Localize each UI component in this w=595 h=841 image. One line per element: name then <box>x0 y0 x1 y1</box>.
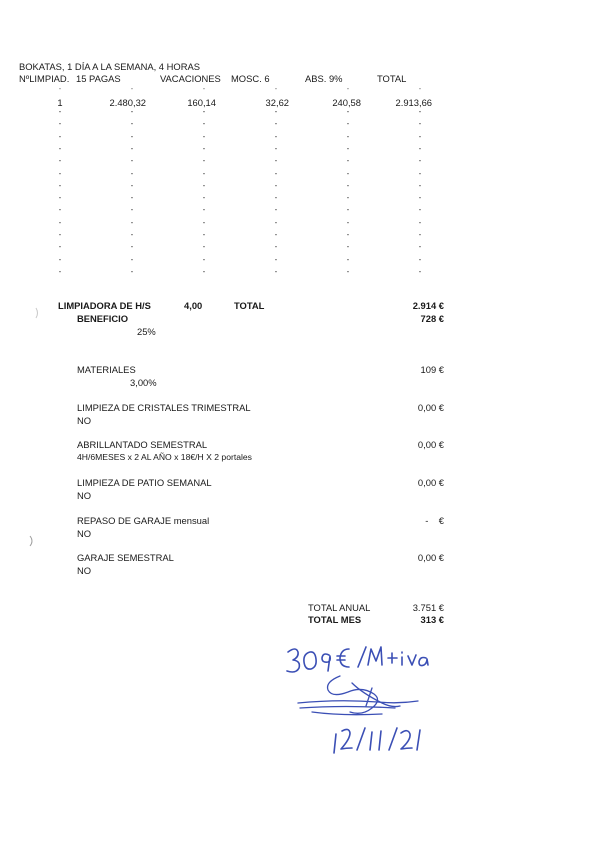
table-cell-empty: - <box>58 168 62 178</box>
table-cell-empty: - <box>274 131 278 141</box>
item-materiales-label: MATERIALES <box>77 364 136 375</box>
item-patio-sub: NO <box>77 490 92 501</box>
summary-total-label: TOTAL <box>234 300 265 311</box>
table-cell-empty: - <box>58 107 62 116</box>
monthly-total-value: 313 € <box>420 614 444 625</box>
table-cell-empty: - <box>274 168 278 178</box>
document-heading: BOKATAS, 1 DÍA A LA SEMANA, 4 HORAS <box>19 61 200 72</box>
item-repaso-garaje-label: REPASO DE GARAJE mensual <box>77 515 210 526</box>
table-cell-empty: - <box>58 180 62 190</box>
table-cell-empty: - <box>130 131 134 141</box>
table-cell-empty: - <box>274 205 278 215</box>
table-cell-empty: - <box>418 205 422 215</box>
table-cell-empty: - <box>130 205 134 215</box>
item-abrillantado-value: 0,00 € <box>417 439 444 450</box>
table-cell-empty: - <box>130 156 134 166</box>
table-cell-empty: - <box>418 107 422 116</box>
annual-total-value: 3.751 € <box>412 602 444 613</box>
table-cell-empty: - <box>58 230 62 239</box>
table-cell-empty: - <box>346 180 350 190</box>
table-cell-empty: - <box>58 119 62 129</box>
table-cell-empty: - <box>346 193 350 203</box>
profit-value: 728 € <box>420 313 444 324</box>
table-cell-empty: - <box>346 156 350 166</box>
table-cell: 240,58 <box>332 97 361 108</box>
table-cell-empty: - <box>346 254 350 264</box>
item-abrillantado-label: ABRILLANTADO SEMESTRAL <box>77 439 208 450</box>
table-cell-empty: - <box>274 230 278 239</box>
table-cell-empty: - <box>202 266 206 276</box>
table-cell-empty: - <box>130 107 134 116</box>
table-cell-empty: - <box>202 205 206 215</box>
table-cell-empty: - <box>130 266 134 276</box>
item-garaje-semestral-value: 0,00 € <box>417 552 444 563</box>
table-cell-empty: - <box>418 230 422 239</box>
table-cell-empty: - <box>202 180 206 190</box>
table-cell-empty: - <box>418 168 422 178</box>
table-cell-empty: - <box>274 217 278 227</box>
table-cell-empty: - <box>346 266 350 276</box>
header-15-pagas: 15 PAGAS <box>76 73 121 84</box>
table-cell-empty: - <box>274 242 278 252</box>
item-cristales-sub: NO <box>77 415 92 426</box>
item-garaje-semestral-sub: NO <box>77 565 92 576</box>
table-cell-empty: - <box>202 156 206 166</box>
table-cell-empty: - <box>202 230 206 239</box>
table-cell-empty: - <box>418 180 422 190</box>
item-patio-value: 0,00 € <box>417 477 444 488</box>
table-cell-empty: - <box>346 131 350 141</box>
item-repaso-garaje-sub: NO <box>77 528 92 539</box>
table-cell: 1 <box>57 97 63 108</box>
table-cell-empty: - <box>202 254 206 264</box>
table-cell-empty: - <box>346 119 350 129</box>
monthly-total-label: TOTAL MES <box>308 614 362 625</box>
summary-total-value: 2.914 € <box>412 300 444 311</box>
table-cell-empty: - <box>202 143 206 153</box>
table-cell-empty: - <box>418 242 422 252</box>
header-rule-dash: - <box>346 84 350 93</box>
table-cell: 2.480,32 <box>109 97 146 108</box>
table-cell-empty: - <box>418 217 422 227</box>
table-cell-empty: - <box>202 193 206 203</box>
table-cell-empty: - <box>346 107 350 116</box>
table-cell-empty: - <box>58 143 62 153</box>
table-cell-empty: - <box>202 131 206 141</box>
table-cell-empty: - <box>418 143 422 153</box>
table-cell-empty: - <box>58 156 62 166</box>
header-rule-dash: - <box>130 84 134 93</box>
header-mosc: MOSC. 6 <box>231 73 270 84</box>
table-cell-empty: - <box>58 242 62 252</box>
table-cell: 2.913,66 <box>395 97 432 108</box>
table-cell-empty: - <box>274 266 278 276</box>
table-cell-empty: - <box>58 193 62 203</box>
table-cell-empty: - <box>274 107 278 116</box>
table-cell-empty: - <box>274 119 278 129</box>
header-vacaciones: VACACIONES <box>160 73 221 84</box>
table-cell-empty: - <box>274 254 278 264</box>
item-patio-label: LIMPIEZA DE PATIO SEMANAL <box>77 477 212 488</box>
table-cell-empty: - <box>130 254 134 264</box>
annual-total-label: TOTAL ANUAL <box>308 602 371 613</box>
table-cell: 160,14 <box>187 97 216 108</box>
table-cell-empty: - <box>130 193 134 203</box>
table-cell-empty: - <box>58 266 62 276</box>
table-cell-empty: - <box>346 205 350 215</box>
header-rule-dash: - <box>58 84 62 93</box>
table-cell-empty: - <box>202 217 206 227</box>
table-cell-empty: - <box>202 168 206 178</box>
table-cell-empty: - <box>130 180 134 190</box>
table-cell-empty: - <box>418 193 422 203</box>
table-cell-empty: - <box>274 156 278 166</box>
table-cell-empty: - <box>130 242 134 252</box>
header-abs: ABS. 9% <box>305 73 343 84</box>
table-cell-empty: - <box>58 254 62 264</box>
profit-percentage: 25% <box>137 326 156 337</box>
table-cell-empty: - <box>346 143 350 153</box>
table-cell-empty: - <box>58 205 62 215</box>
table-cell-empty: - <box>274 180 278 190</box>
item-materiales-value: 109 € <box>420 364 444 375</box>
cleaner-label: LIMPIADORA DE H/S <box>58 300 151 311</box>
item-abrillantado-sub: 4H/6MESES x 2 AL AÑO x 18€/H X 2 portales <box>77 452 252 462</box>
header-nlimpiad: NºLIMPIAD. <box>19 73 70 84</box>
table-cell-empty: - <box>58 217 62 227</box>
header-rule-dash: - <box>202 84 206 93</box>
table-cell-empty: - <box>130 168 134 178</box>
table-cell: 32,62 <box>265 97 289 108</box>
table-cell-empty: - <box>274 193 278 203</box>
table-cell-empty: - <box>130 217 134 227</box>
item-cristales-value: 0,00 € <box>417 402 444 413</box>
item-cristales-label: LIMPIEZA DE CRISTALES TRIMESTRAL <box>77 402 251 413</box>
table-cell-empty: - <box>346 242 350 252</box>
table-cell-empty: - <box>130 143 134 153</box>
table-cell-empty: - <box>346 168 350 178</box>
table-cell-empty: - <box>346 230 350 239</box>
table-cell-empty: - <box>130 230 134 239</box>
item-garaje-semestral-label: GARAJE SEMESTRAL <box>77 552 174 563</box>
table-cell-empty: - <box>202 107 206 116</box>
table-cell-empty: - <box>346 217 350 227</box>
table-cell-empty: - <box>130 119 134 129</box>
header-rule-dash: - <box>418 84 422 93</box>
table-cell-empty: - <box>418 119 422 129</box>
cleaner-hours: 4,00 <box>184 300 203 311</box>
item-materiales-sub: 3,00% <box>130 377 157 388</box>
table-cell-empty: - <box>274 143 278 153</box>
profit-label: BENEFICIO <box>77 313 129 324</box>
table-cell-empty: - <box>418 266 422 276</box>
table-cell-empty: - <box>418 131 422 141</box>
table-cell-empty: - <box>418 254 422 264</box>
table-cell-empty: - <box>418 156 422 166</box>
table-cell-empty: - <box>202 119 206 129</box>
table-cell-empty: - <box>202 242 206 252</box>
header-total: TOTAL <box>377 73 407 84</box>
table-cell-empty: - <box>58 131 62 141</box>
item-repaso-garaje-value: - € <box>425 515 444 526</box>
header-rule-dash: - <box>274 84 278 93</box>
